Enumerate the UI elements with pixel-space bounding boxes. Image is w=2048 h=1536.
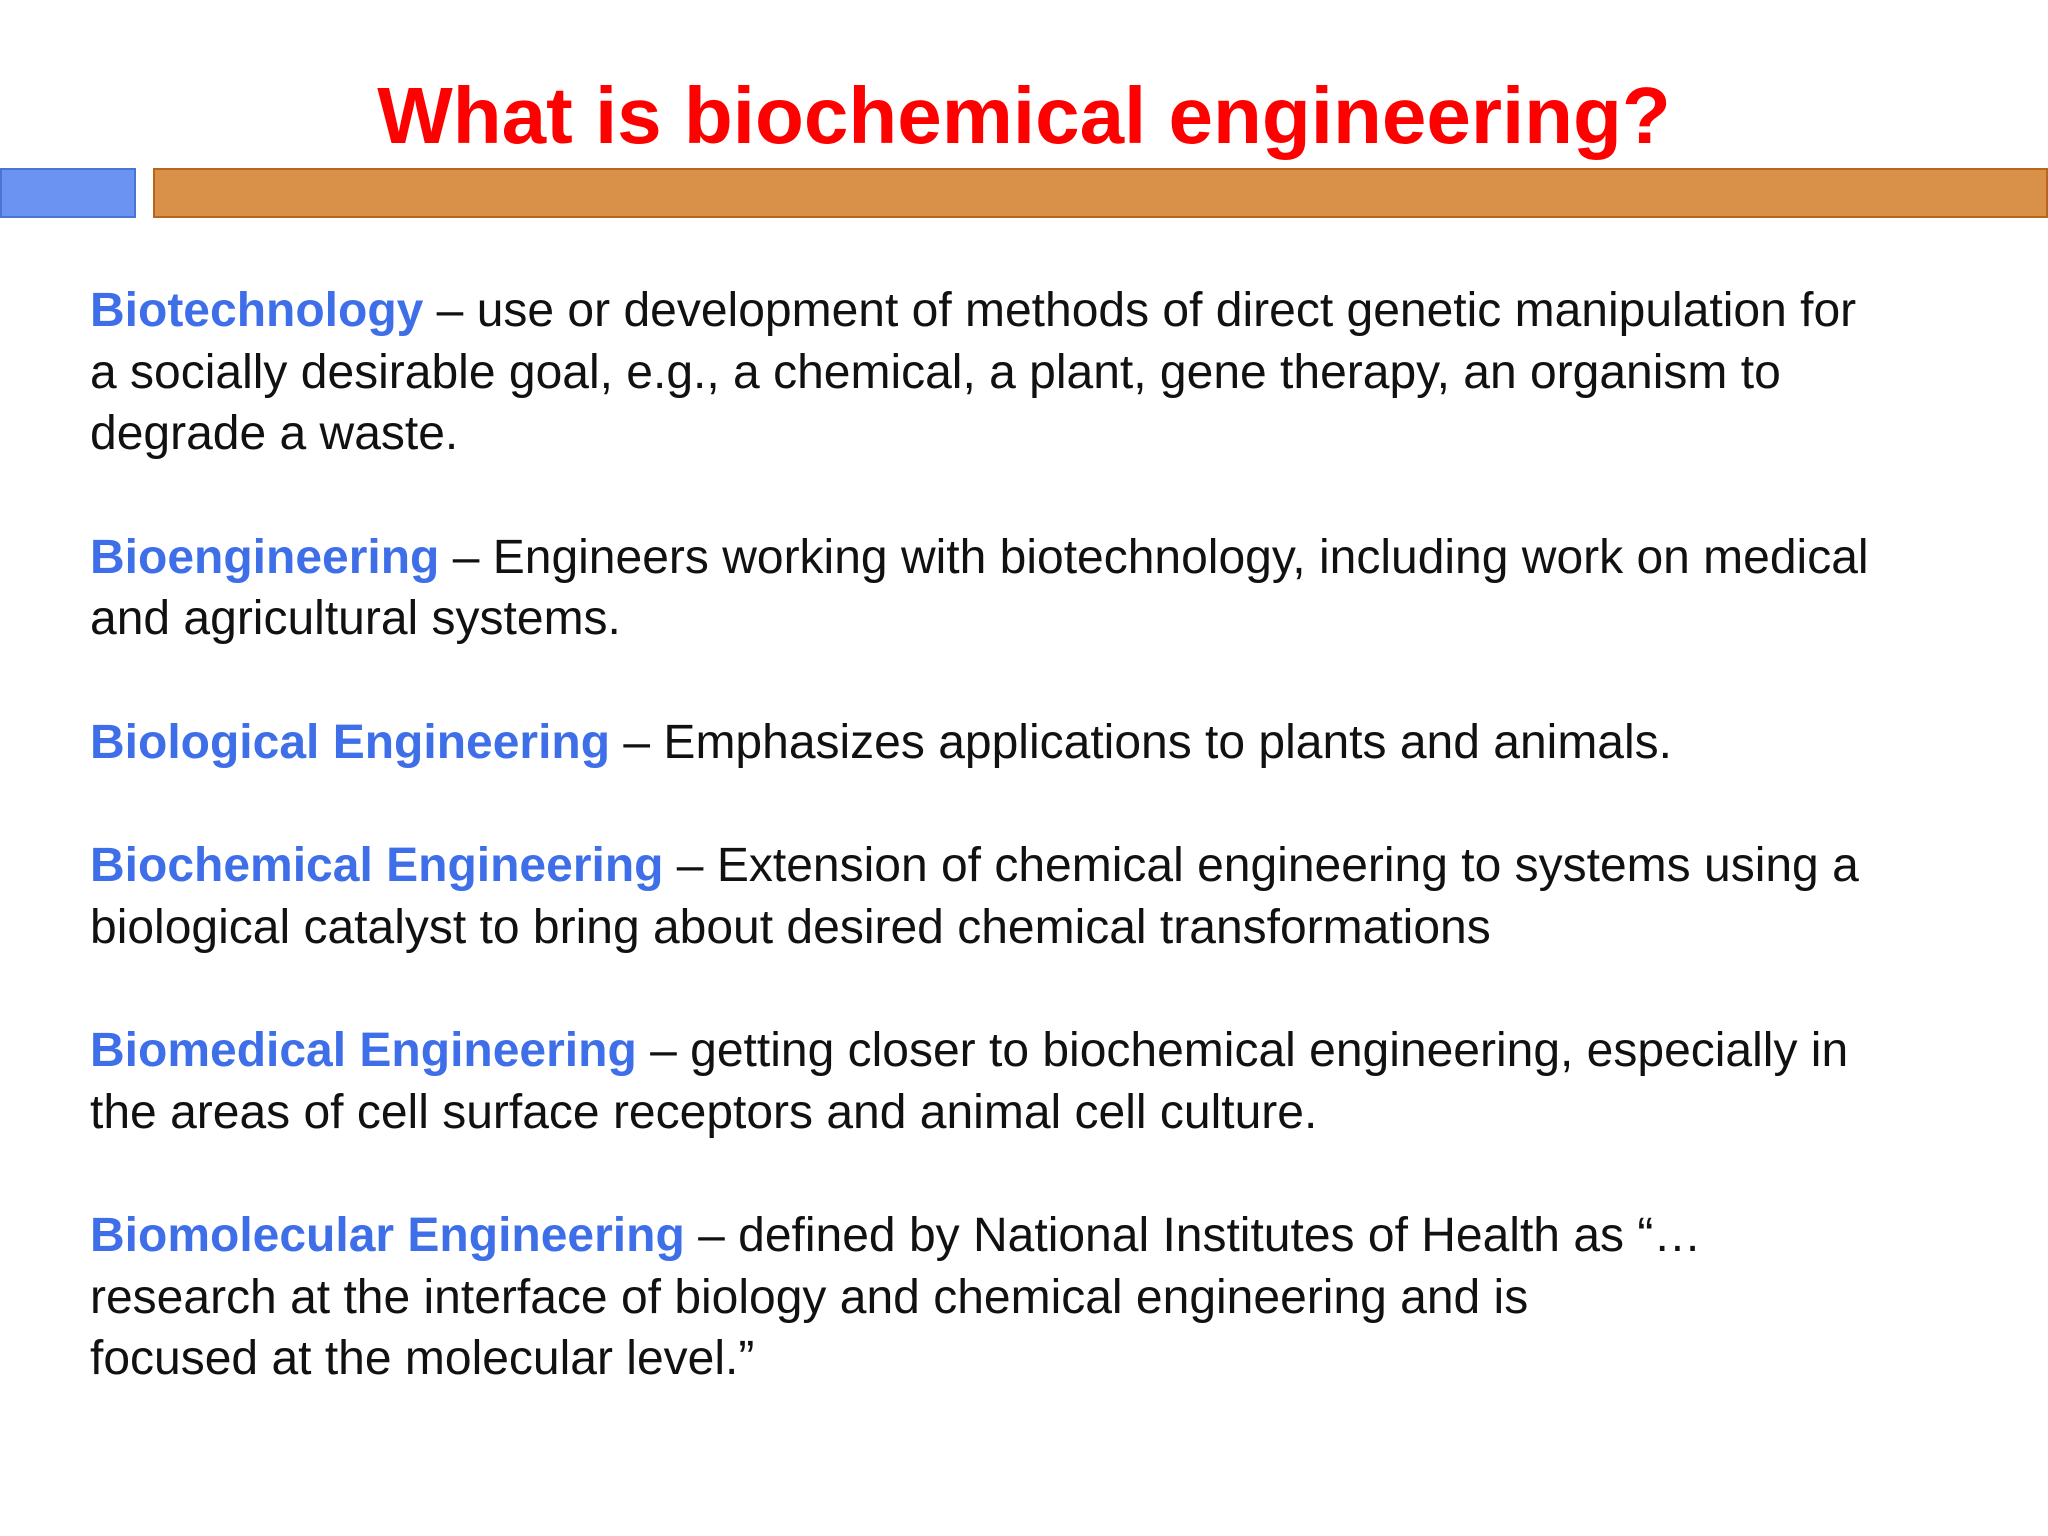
- definition-term: Biomolecular Engineering: [90, 1209, 685, 1262]
- definition-biomedical-engineering: [90, 1020, 2010, 1143]
- definition-bioengineering: [90, 527, 2010, 650]
- definitions-list: [90, 280, 2010, 1452]
- definition-biological-engineering: [90, 712, 2010, 774]
- definition-text: – defined by National Institutes of Health as “… research at the interface of biology and chemical engineering and is focused at the molecular level.”: [90, 1209, 1702, 1385]
- definition-term: Biochemical Engineering: [90, 839, 664, 892]
- definition-text: – Emphasizes applications to plants and animals.: [610, 715, 1672, 769]
- definition-text: – Engineers working with biotechnology, including work on medical and agricultural systems.: [90, 530, 1869, 645]
- accent-bar-right: [153, 168, 2048, 218]
- definition-term: Biotechnology: [90, 284, 424, 337]
- definition-biotechnology: [90, 280, 2010, 465]
- definition-text: – Extension of chemical engineering to systems using a biological catalyst to bring about desired chemical transformations: [90, 839, 1859, 954]
- definition-text: – use or development of methods of direct genetic manipulation for a socially desirable goal, e.g., a chemical, a plant, gene therapy, an organism to degrade a waste.: [90, 284, 1857, 460]
- definition-term: Bioengineering: [90, 530, 440, 584]
- accent-bar-left: [0, 168, 136, 218]
- definition-term: Biomedical Engineering: [90, 1024, 637, 1077]
- slide-title: What is biochemical engineering?: [377, 71, 1671, 160]
- definition-term: Biological Engineering: [90, 715, 611, 769]
- definition-biochemical-engineering: [90, 835, 2010, 958]
- definition-biomolecular-engineering: [90, 1205, 2010, 1390]
- definition-text: – getting closer to biochemical engineering, especially in the areas of cell surface receptors and animal cell culture.: [90, 1024, 1849, 1139]
